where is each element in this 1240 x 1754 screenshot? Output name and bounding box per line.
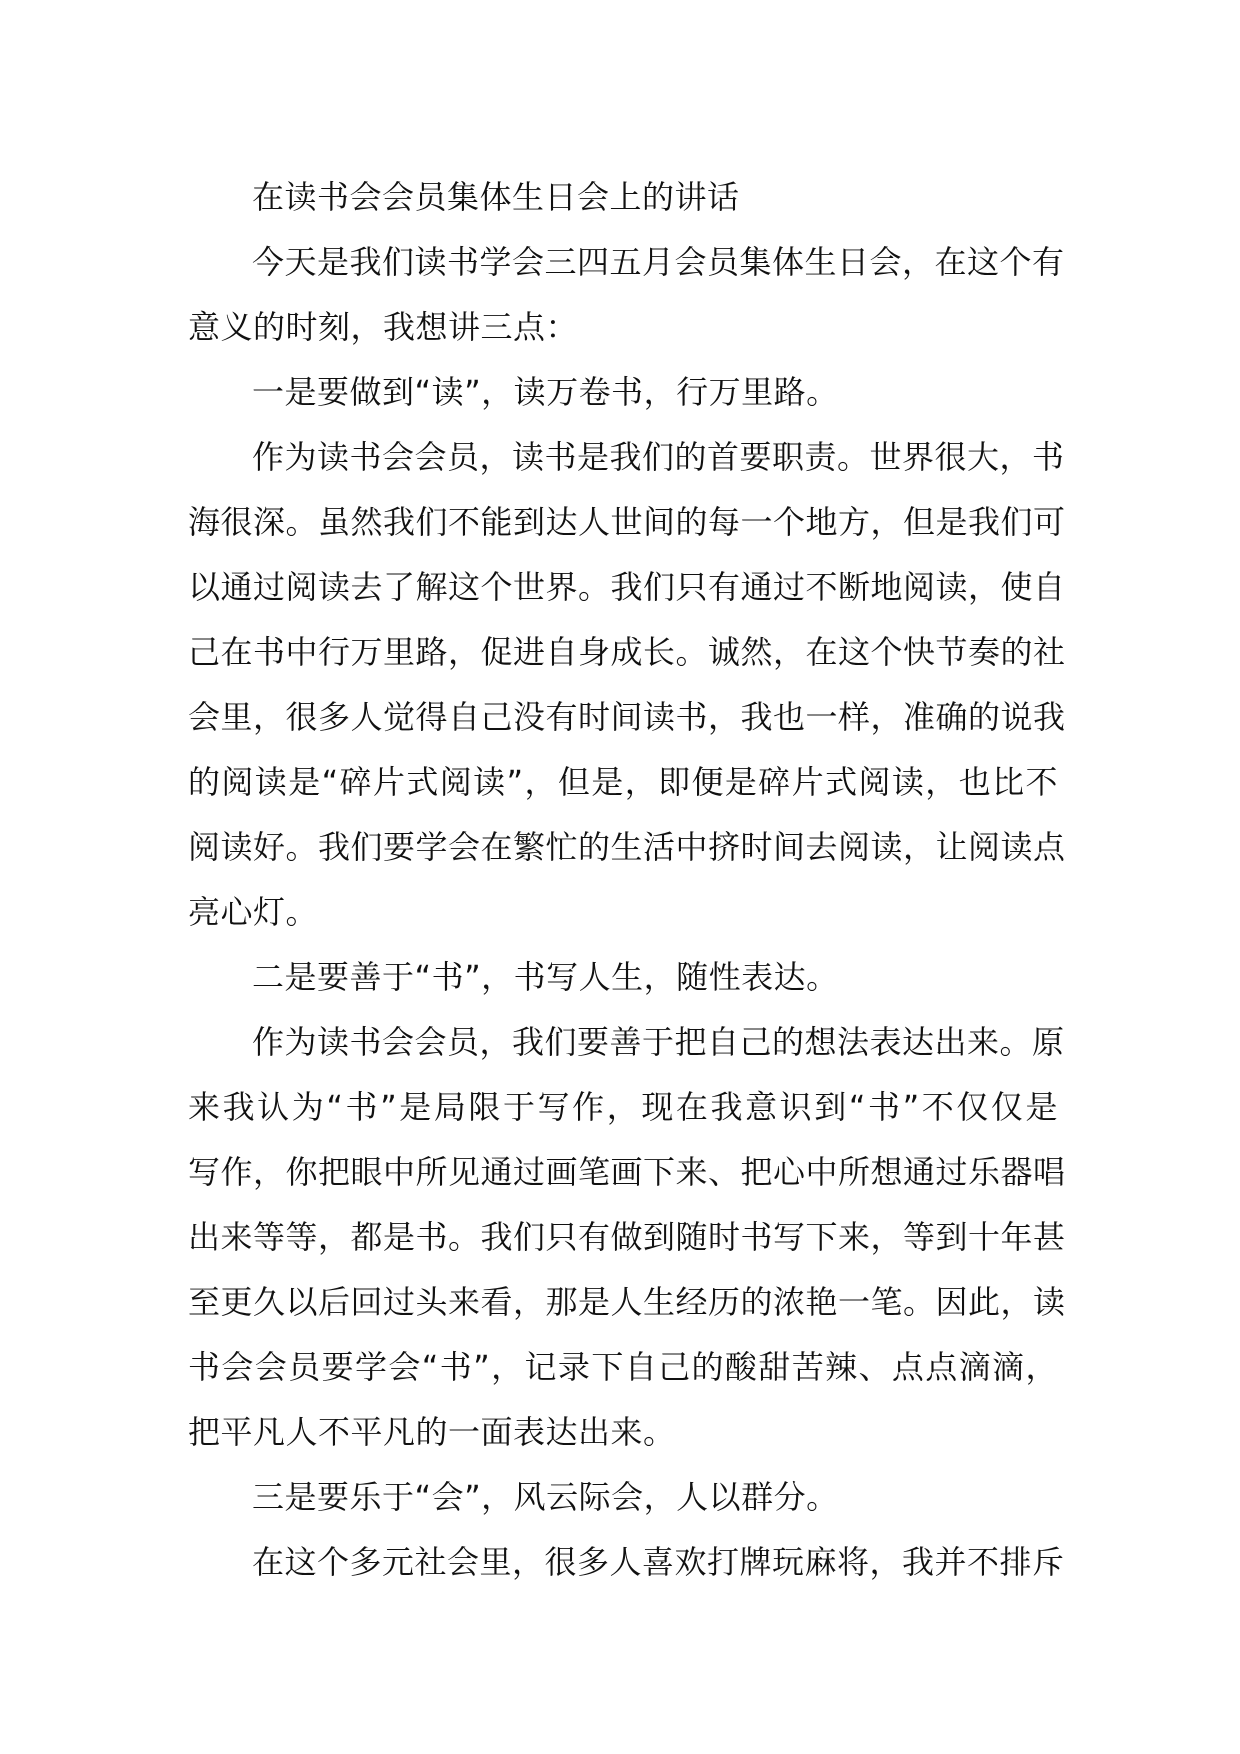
paragraph: [188, 1465, 1058, 1530]
text-line: 三是要乐于“会”，风云际会，人以群分。: [252, 1478, 839, 1516]
text-line: 亮心灯。: [188, 893, 319, 931]
text-line: 把平凡人不平凡的一面表达出来。: [188, 1413, 676, 1451]
text-line: 作为读书会会员，我们要善于把自己的想法表达出来。原: [252, 1023, 1065, 1061]
text-line: 二是要善于“书”，书写人生，随性表达。: [252, 958, 839, 996]
document-body: [188, 165, 1066, 1595]
text-line: 意义的时刻，我想讲三点：: [188, 308, 579, 346]
paragraph: [188, 230, 1065, 360]
paragraph: [188, 425, 1066, 945]
text-line: 出来等等，都是书。我们只有做到随时书写下来，等到十年甚: [188, 1218, 1066, 1256]
document-title: [188, 165, 1058, 230]
paragraph: [188, 945, 1058, 1010]
text-line: 海很深。虽然我们不能到达人世间的每一个地方，但是我们可: [188, 503, 1066, 541]
text-line: 会里，很多人觉得自己没有时间读书，我也一样，准确的说我: [188, 698, 1066, 736]
text-line: 书会会员要学会“书”，记录下自己的酸甜苦辣、点点滴滴，: [188, 1348, 1058, 1386]
paragraph-list: [188, 230, 1066, 1595]
text-line: 写作，你把眼中所见通过画笔画下来、把心中所想通过乐器唱: [188, 1153, 1066, 1191]
text-line: 至更久以后回过头来看，那是人生经历的浓艳一笔。因此，读: [188, 1283, 1066, 1321]
paragraph: [188, 1010, 1066, 1465]
text-line: 以通过阅读去了解这个世界。我们只有通过不断地阅读，使自: [188, 568, 1066, 606]
paragraph: [188, 1530, 1065, 1595]
text-line: 一是要做到“读”，读万卷书，行万里路。: [252, 373, 839, 411]
title-line: 在读书会会员集体生日会上的讲话: [252, 178, 740, 216]
text-line: 阅读好。我们要学会在繁忙的生活中挤时间去阅读，让阅读点: [188, 828, 1066, 866]
text-line: 在这个多元社会里，很多人喜欢打牌玩麻将，我并不排斥: [252, 1543, 1065, 1581]
text-line: 己在书中行万里路，促进自身成长。诚然，在这个快节奏的社: [188, 633, 1066, 671]
text-line: 的阅读是“碎片式阅读”，但是，即便是碎片式阅读，也比不: [188, 763, 1058, 801]
paragraph: [188, 360, 1058, 425]
text-line: 来我认为“书”是局限于写作，现在我意识到“书”不仅仅是: [188, 1088, 1058, 1126]
text-line: 作为读书会会员，读书是我们的首要职责。世界很大，书: [252, 438, 1065, 476]
text-line: 今天是我们读书学会三四五月会员集体生日会，在这个有: [252, 243, 1065, 281]
